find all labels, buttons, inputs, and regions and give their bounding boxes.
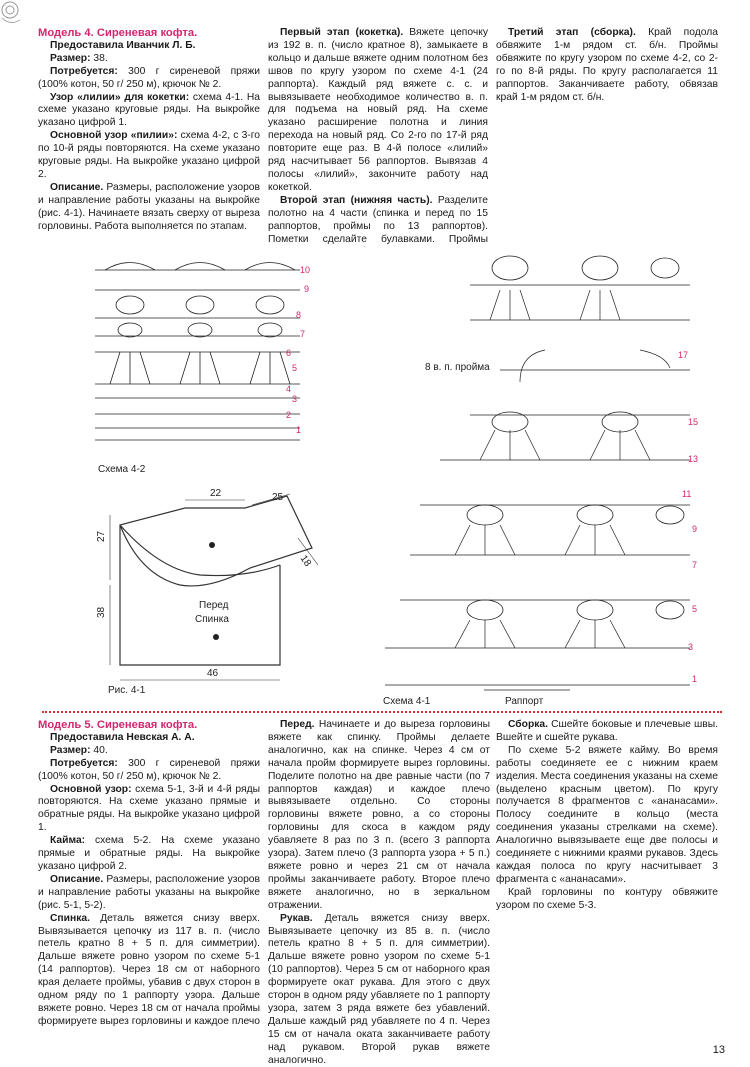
page-number: 13 bbox=[712, 1044, 725, 1056]
front-label: Перед bbox=[199, 600, 229, 611]
svg-text:2: 2 bbox=[286, 410, 292, 420]
svg-text:18: 18 bbox=[297, 553, 313, 569]
svg-text:7: 7 bbox=[692, 560, 698, 570]
svg-text:46: 46 bbox=[207, 668, 219, 679]
svg-text:25: 25 bbox=[272, 492, 284, 503]
pattern-marker-1 bbox=[209, 542, 215, 548]
scheme-4-2-row-numbers bbox=[286, 265, 310, 435]
model5-needs: Потребуется: 300 г сиреневой пряжи (100% котон, 50 г/ 250 м), крючок № 2. bbox=[38, 757, 260, 782]
svg-text:17: 17 bbox=[678, 350, 689, 360]
model5-neckline-paragraph: Край горловины по контуру обвяжите узором по схеме 5-3. bbox=[496, 886, 718, 911]
svg-text:13: 13 bbox=[688, 454, 699, 464]
svg-text:5: 5 bbox=[292, 363, 298, 373]
svg-text:4: 4 bbox=[286, 384, 292, 394]
scheme-4-1-lily-motifs bbox=[467, 256, 684, 620]
armhole-label: 8 в. п. пройма bbox=[425, 362, 490, 373]
svg-text:11: 11 bbox=[682, 489, 692, 499]
svg-text:9: 9 bbox=[304, 284, 310, 294]
figure-4-1-dimensions bbox=[110, 494, 318, 680]
scheme-4-1-chart bbox=[385, 285, 690, 685]
svg-text:9: 9 bbox=[692, 524, 698, 534]
model5-back: Спинка. Деталь вяжется снизу вверх. Вывязывается цепочку из 117 в. п. (число петель кратно 8 + 5 п. для симметрии). Дальше вяжете ровно узором по схеме 5-1 (14 раппортов). Через 18 см от наборного края делаете проймы, убавив с двух сторон в одном ряду по 1 раппорту узора. Дальше вяжете ровно. Через 18 см от начала проймы формируете вырез горловины и каждое плечо bbox=[38, 912, 260, 1027]
scheme-4-1-label: Схема 4-1 bbox=[383, 696, 431, 707]
model4-stage3: Третий этап (сборка). Край подола обвяжите 1-м рядом ст. б/н. Проймы обвяжите по кругу узором по схеме 4-2, со 2-го по 8-й ряды. По кругу располагается 11 раппортов. Заканчиваете работу, обвязав край 1-м рядом ст. б/н. bbox=[496, 27, 718, 103]
model5-column-1 bbox=[38, 719, 260, 1029]
rapport-label: Раппорт bbox=[505, 696, 544, 707]
scheme-4-2-label: Схема 4-2 bbox=[98, 464, 146, 475]
model4-needs: Потребуется: 300 г сиреневой пряжи (100% котон, 50 г/ 250 м), крючок № 2. bbox=[38, 65, 260, 90]
model4-description: Описание. Размеры, расположение узоров и направление работы указаны на выкройке (рис. 4-1). Начинаете вязать сверху от выреза горловины. Работа выполняется по этапам. bbox=[38, 181, 260, 232]
svg-text:7: 7 bbox=[300, 329, 306, 339]
svg-text:38: 38 bbox=[96, 606, 107, 618]
figure-4-1-label: Рис. 4-1 bbox=[108, 685, 146, 696]
model5-author: Предоставила Невская А. А. bbox=[50, 731, 195, 743]
svg-text:15: 15 bbox=[688, 417, 699, 427]
model5-front: Перед. Начинаете и до выреза горловины вяжете как спинку. Проймы делаете аналогично, как на спинке. Через 4 см от начала пройм формируете вырез горловины. Поделите полотно на две равные части (по 7 раппортов каждая) и каждое плечо вывязываете отдельно. Со стороны горловины вяжете ровно, а со стороны горловины для скоса в каждом ряду убавляете 8 раз по 3 п. (всего 3 раппорта узора). Затем плечо (3 раппорта узора + 5 п.) вяжете ровно и через 21 см от начала проймы заканчиваете работу. Второе плечо вяжете аналогично, но в зеркальном отражении. bbox=[268, 719, 490, 911]
model5-main-pattern: Основной узор: схема 5-1, 3-й и 4-й ряды повторяются. На схеме указано прямые и обратные ряды. На выкройке указано цифрой 1. bbox=[38, 783, 260, 834]
model5-assembly: Сборка. Сшейте боковые и плечевые швы. Вшейте и сшейте рукава. bbox=[496, 719, 718, 743]
svg-text:3: 3 bbox=[688, 642, 694, 652]
svg-text:1: 1 bbox=[692, 674, 698, 684]
model4-yoke-pattern: Узор «лилии» для кокетки: схема 4-1. На схеме указано круговые ряды. На выкройке указано цифрой 1. bbox=[38, 91, 260, 129]
model4-title: Модель 4. Сиреневая кофта. bbox=[38, 27, 198, 39]
svg-text:22: 22 bbox=[210, 488, 222, 499]
svg-text:3: 3 bbox=[292, 394, 298, 404]
model4-author: Предоставила Иванчик Л. Б. bbox=[50, 39, 196, 51]
svg-text:1: 1 bbox=[296, 425, 302, 435]
svg-text:10: 10 bbox=[300, 265, 311, 275]
model4-stage2: Второй этап (нижняя часть). Разделите полотно на 4 части (спинка и перед по 15 раппортов, проймы по 13 раппортов). Пометки сделайте булавками. Проймы bbox=[268, 194, 488, 245]
model5-title: Модель 5. Сиреневая кофта. bbox=[38, 719, 198, 731]
pattern-marker-2 bbox=[213, 634, 219, 640]
model5-edge-pattern: Кайма: схема 5-2. На схеме указано прямые и обратные ряды. На выкройке указано цифрой 2. bbox=[38, 835, 260, 872]
back-label: Спинка bbox=[195, 614, 229, 625]
scheme-4-2-chart bbox=[95, 263, 300, 441]
svg-text:8: 8 bbox=[296, 310, 302, 320]
model5-description: Описание. Размеры, расположение узоров и направление работы указаны на выкройке (рис. 5-1, 5-2). bbox=[38, 873, 260, 911]
model4-main-pattern: Основной узор «пилии»: схема 4-2, с 3-го по 10-й ряды повторяются. На схеме указано круговые ряды. На выкройке указано цифрой 2. bbox=[38, 130, 260, 180]
section-divider bbox=[42, 711, 722, 713]
svg-text:27: 27 bbox=[96, 530, 107, 542]
model5-column-3 bbox=[496, 719, 718, 913]
scheme-4-1-row-numbers bbox=[678, 350, 698, 684]
svg-text:5: 5 bbox=[692, 604, 698, 614]
model5-column-2 bbox=[268, 719, 490, 1067]
model5-size: Размер: 40. bbox=[50, 744, 108, 756]
model5-sleeve: Рукав. Деталь вяжется снизу вверх. Вывязываете цепочку из 85 в. п. (число петель кратно 8 + 5 п. для симметрии). Дальше вяжете ровно узором по схеме 5-1 (10 раппортов). Через 5 см от наборного края формируете окат рукава. Для этого с двух сторон в одном ряду убавляете по 1 раппорту узора, затем 3 ряда вяжете без убавлений. Дальше каждый ряд убавляете по 4 п. Через 15 см от начала оката заканчиваете работу над рукавом. Второй рукав вяжете аналогично. bbox=[268, 912, 490, 1066]
figure-4-1-dim-labels bbox=[96, 488, 313, 679]
model4-stage1: Первый этап (кокетка). Вяжете цепочку из 192 в. п. (число кратное 8), замыкаете в кольцо и дальше вяжете одним полотном без швов по кругу узором по схеме 4-1 (24 раппорта). Каждый ряд вяжете с. с. и вывязываете необходимое количество в. п. для подъема на новый ряд. На схеме указано расширение полотна и линия перехода на новый ряд. Со 2-го по 17-й ряд повторите еще раз. В 4-й полосе «лилий» ряд насчитывает 56 раппортов. Вывязав 4 полосы «лилий», закончите работу над кокеткой. bbox=[268, 27, 489, 193]
model5-edging-paragraph: По схеме 5-2 вяжете кайму. Во время работы соединяете ее с нижним краем изделия. Места соединения указаны на схеме (выделено красным цветом). По кругу получается 8 фрагментов с «ананасами». Полосу соедините в кольцо (места соединения указаны стрелками на схеме). Аналогично вывязываете еще две полосы и соединяете с нижними краями рукавов. Здесь каждая полоса по кругу насчитывает 3 фрагмента с «ананасами». bbox=[496, 744, 718, 885]
model4-size: Размер: 38. bbox=[50, 52, 108, 64]
svg-text:6: 6 bbox=[286, 348, 292, 358]
